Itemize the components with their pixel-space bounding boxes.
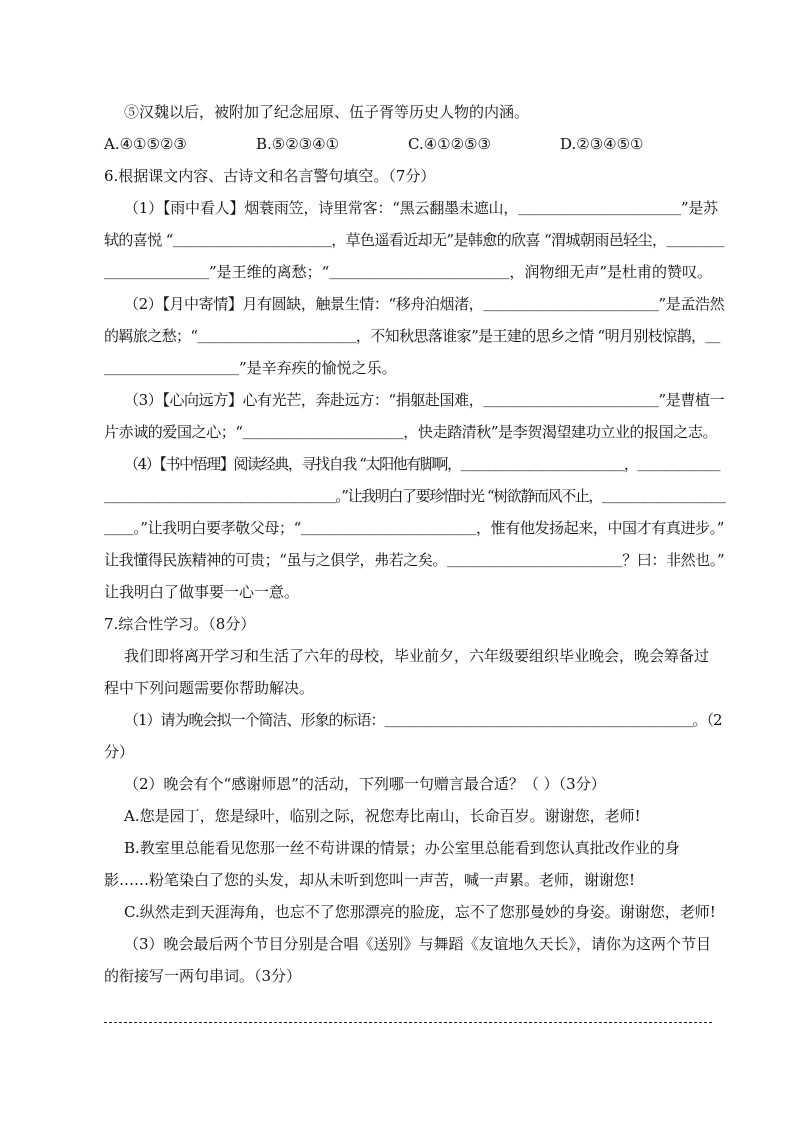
q6-line: （1）【雨中看人】烟蓑雨笠，诗里常客：“黑云翻墨未遮山，＿＿＿＿＿＿＿＿＿＿＿”是苏 xyxy=(124,199,718,217)
q5-item-5: ⑤汉魏以后，被附加了纪念屈原、伍子胥等历史人物的内涵。 xyxy=(124,103,530,121)
q6-line: 轼的喜悦 “＿＿＿＿＿＿＿＿＿＿＿，草色遥看近却无”是韩愈的欣喜 “渭城朝雨邑轻尘，＿＿＿＿ xyxy=(104,231,724,249)
q7-line: 的衔接写一两句串词。（3分） xyxy=(104,967,302,985)
q7-line: 分） xyxy=(104,743,135,761)
q6-title: 6.根据课文内容、古诗文和名言警句填空。（7分） xyxy=(104,167,436,185)
q6-line: （2）【月中寄情】月有圆缺，触景生情：“移舟泊烟渚，＿＿＿＿＿＿＿＿＿＿＿＿”是孟浩然 xyxy=(124,295,725,313)
answer-line[interactable] xyxy=(104,1022,712,1023)
q7-line: （1）请为晚会拟一个简洁、形象的标语：＿＿＿＿＿＿＿＿＿＿＿＿＿＿＿＿＿＿＿＿＿＿。（2 xyxy=(124,711,722,729)
q6-line: 的羁旅之愁；“＿＿＿＿＿＿＿＿＿＿＿，不知秋思落谁家”是王建的思乡之情 “明月别枝惊鹊，＿ xyxy=(104,327,720,345)
q7-option-a: A.您是园丁，您是绿叶，临别之际，祝您寿比南山，长命百岁。谢谢您，老师! xyxy=(124,807,641,825)
q7-line: （3）晚会最后两个节目分别是合唱《送别》与舞蹈《友谊地久天长》，请你为这两个节目 xyxy=(124,935,712,953)
q7-option-c: C.纵然走到天涯海角，也忘不了您那漂亮的脸庞，忘不了您那曼妙的身姿。谢谢您，老师! xyxy=(124,903,716,921)
q7-option-b: B.教室里总能看见您那一丝不苟讲课的情景；办公室里总能看到您认真批改作业的身 xyxy=(124,839,680,857)
q6-line: 让我懂得民族精神的可贵；“虽与之俱学，弗若之矣。＿＿＿＿＿＿＿＿＿＿＿＿？曰：非然也。” xyxy=(104,551,725,569)
q6-line: ＿＿＿＿＿＿＿”是王维的离愁；“＿＿＿＿＿＿＿＿＿＿＿＿，润物细无声”是杜甫的赞叹。 xyxy=(104,263,713,281)
q6-line: 让我明白了做事要一心一意。 xyxy=(104,583,300,601)
q6-line: （3）【心向远方】心有光芒，奔赴远方：“捐躯赴国难，＿＿＿＿＿＿＿＿＿＿＿＿”是曹植一 xyxy=(124,391,725,409)
q6-line: （4）【书中悟理】阅读经典，寻找自我 “太阳他有脚啊，＿＿＿＿＿＿＿＿＿＿＿＿，＿＿＿＿＿＿ xyxy=(124,455,720,473)
q7-option-b-cont: 影……粉笔染白了您的头发，却从未听到您叫一声苦，喊一声累。老师，谢谢您! xyxy=(104,871,636,889)
q7-title: 7.综合性学习。（8分） xyxy=(104,615,256,633)
q6-line: ＿＿。”让我明白要孝敬父母；“＿＿＿＿＿＿＿＿＿＿＿＿，惟有他发扬起来，中国才有真进步。” xyxy=(104,519,725,537)
q7-line: （2）晚会有个“感谢师恩”的活动，下列哪一句赠言最合适？（ ）（3分） xyxy=(124,775,606,793)
q5-option-c: C.④①②⑤③ xyxy=(408,135,491,153)
q6-line: ＿＿＿＿＿＿＿＿＿＿＿＿＿＿＿＿＿。”让我明白了要珍惜时光 “树欲静而风不止，＿＿＿＿＿＿＿＿＿ xyxy=(104,487,725,505)
q7-intro: 我们即将离开学习和生活了六年的母校，毕业前夕，六年级要组织毕业晚会，晚会筹备过 xyxy=(124,647,710,665)
q6-line: 片赤诚的爱国之心；“＿＿＿＿＿＿＿＿＿＿＿，快走踏清秋”是李贺渴望建功立业的报国之志。 xyxy=(104,423,718,441)
q5-option-d: D.②③④⑤① xyxy=(560,135,644,153)
q5-option-a: A.④①⑤②③ xyxy=(104,135,187,153)
q6-line: ＿＿＿＿＿＿＿＿＿”是辛弃疾的愉悦之乐。 xyxy=(104,359,397,377)
q7-intro: 程中下列问题需要你帮助解决。 xyxy=(104,679,315,697)
q5-option-b: B.⑤②③④① xyxy=(256,135,340,153)
